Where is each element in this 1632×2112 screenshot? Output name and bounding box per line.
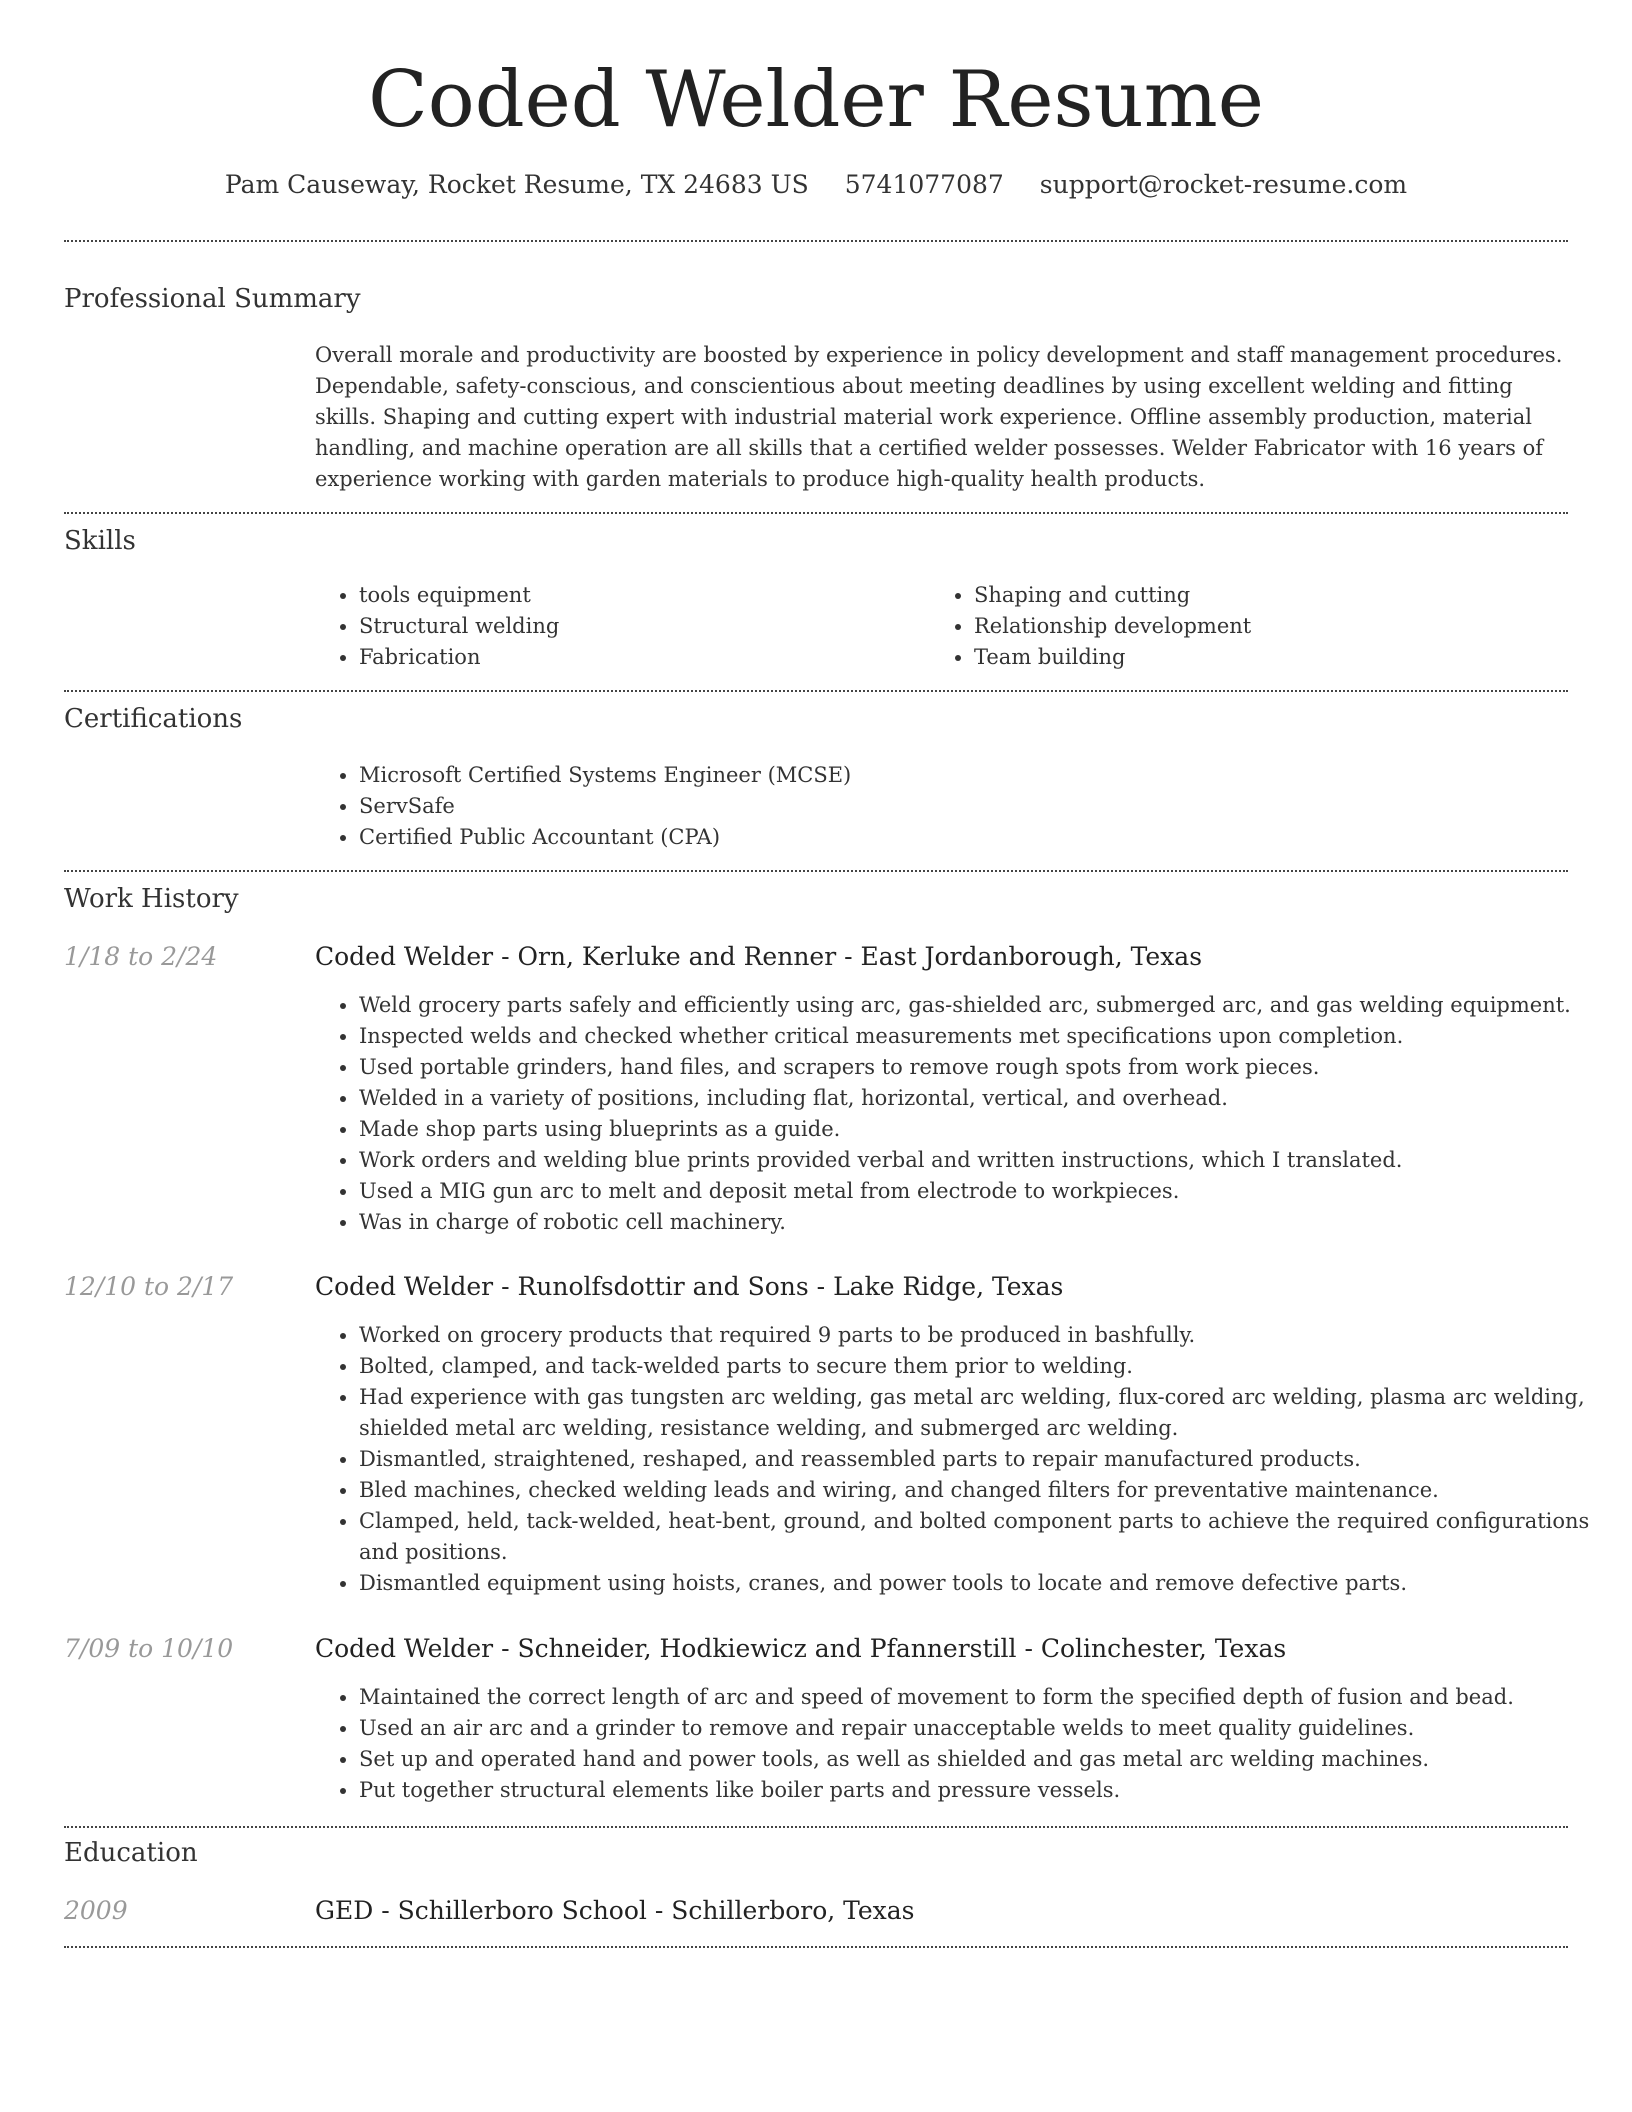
divider	[64, 690, 1568, 692]
job-bullets	[315, 1682, 1612, 1806]
job-bullet: • Bled machines, checked welding leads and wiring, and changed filters for preventative maintenance.	[359, 1475, 1612, 1506]
contact-address: Pam Causeway, Rocket Resume, TX 24683 US	[224, 170, 809, 199]
job-title: Coded Welder - Runolfsdottir and Sons - Lake Ridge, Texas	[315, 1272, 1064, 1301]
job-bullet: • Weld grocery parts safely and efficiently using arc, gas-shielded arc, submerged arc, and gas welding equipment.	[359, 990, 1612, 1021]
job-dates: 1/18 to 2/24	[64, 942, 218, 971]
job-bullet: • Set up and operated hand and power tools, as well as shielded and gas metal arc welding machines.	[359, 1744, 1612, 1775]
divider	[64, 870, 1568, 872]
divider	[64, 240, 1568, 242]
education-year: 2009	[64, 1896, 128, 1925]
certification-item: • ServSafe	[359, 791, 1612, 822]
certifications-heading: Certifications	[64, 704, 243, 734]
skills-list-right	[930, 580, 1574, 673]
job-bullets	[315, 1320, 1612, 1599]
certification-item: • Certified Public Accountant (CPA)	[359, 822, 1612, 853]
skills-list-left	[315, 580, 919, 673]
job-bullet: • Used a MIG gun arc to melt and deposit metal from electrode to workpieces.	[359, 1176, 1612, 1207]
skill-item: • Relationship development	[974, 611, 1574, 642]
skill-item: • Shaping and cutting	[974, 580, 1574, 611]
certifications-list	[315, 760, 1612, 853]
education-entry: GED - Schillerboro School - Schillerboro, Texas	[315, 1896, 915, 1925]
job-title: Coded Welder - Schneider, Hodkiewicz and Pfannerstill - Colinchester, Texas	[315, 1634, 1287, 1663]
skill-item: • Structural welding	[359, 611, 919, 642]
divider	[64, 512, 1568, 514]
summary-heading: Professional Summary	[64, 284, 361, 314]
skill-item: • Team building	[974, 642, 1574, 673]
skill-item: • tools equipment	[359, 580, 919, 611]
resume-title: Coded Welder Resume	[368, 55, 1264, 145]
job-bullet: • Was in charge of robotic cell machinery.	[359, 1207, 1612, 1238]
job-bullet: • Used portable grinders, hand files, and scrapers to remove rough spots from work pieces.	[359, 1052, 1612, 1083]
job-bullet: • Made shop parts using blueprints as a guide.	[359, 1114, 1612, 1145]
contact-phone: 5741077087	[844, 170, 1004, 199]
job-dates: 12/10 to 2/17	[64, 1272, 234, 1301]
summary-text: Overall morale and productivity are boosted by experience in policy development and staff management procedures. Dependable, safety-conscious, and conscientious about meeting deadlines by using excellent welding and fitting skills. Shaping and cutting expert with industrial material work experience. Offline assembly production, material handling, and machine operation are all skills that a certified welder possesses. Welder Fabricator with 16 years of experience working with garden materials to produce high-quality health products.	[315, 343, 1563, 491]
skills-heading: Skills	[64, 526, 136, 556]
job-bullet: • Put together structural elements like boiler parts and pressure vessels.	[359, 1775, 1612, 1806]
contact-line	[0, 168, 1632, 202]
job-bullet: • Maintained the correct length of arc and speed of movement to form the specified depth of fusion and bead.	[359, 1682, 1612, 1713]
job-bullet: • Used an air arc and a grinder to remove and repair unacceptable welds to meet quality guidelines.	[359, 1713, 1612, 1744]
job-title: Coded Welder - Orn, Kerluke and Renner - East Jordanborough, Texas	[315, 942, 1203, 971]
divider	[64, 1826, 1568, 1828]
contact-email: support@rocket-resume.com	[1039, 170, 1408, 199]
work-heading: Work History	[64, 884, 239, 914]
job-dates: 7/09 to 10/10	[64, 1634, 234, 1663]
job-bullet: • Dismantled, straightened, reshaped, and reassembled parts to repair manufactured products.	[359, 1444, 1612, 1475]
job-bullet: • Dismantled equipment using hoists, cranes, and power tools to locate and remove defective parts.	[359, 1568, 1612, 1599]
job-bullet: • Had experience with gas tungsten arc welding, gas metal arc welding, flux-cored arc welding, plasma arc welding, shielded metal arc welding, resistance welding, and submerged arc welding.	[359, 1382, 1612, 1444]
job-bullet: • Inspected welds and checked whether critical measurements met specifications upon completion.	[359, 1021, 1612, 1052]
job-bullet: • Worked on grocery products that required 9 parts to be produced in bashfully.	[359, 1320, 1612, 1351]
job-bullet: • Bolted, clamped, and tack-welded parts to secure them prior to welding.	[359, 1351, 1612, 1382]
job-bullets	[315, 990, 1612, 1238]
divider	[64, 1946, 1568, 1948]
job-bullet: • Clamped, held, tack-welded, heat-bent, ground, and bolted component parts to achieve the required configurations and positions.	[359, 1506, 1612, 1568]
job-bullet: • Work orders and welding blue prints provided verbal and written instructions, which I translated.	[359, 1145, 1612, 1176]
skill-item: • Fabrication	[359, 642, 919, 673]
job-bullet: • Welded in a variety of positions, including flat, horizontal, vertical, and overhead.	[359, 1083, 1612, 1114]
certification-item: • Microsoft Certified Systems Engineer (MCSE)	[359, 760, 1612, 791]
education-heading: Education	[64, 1838, 198, 1868]
